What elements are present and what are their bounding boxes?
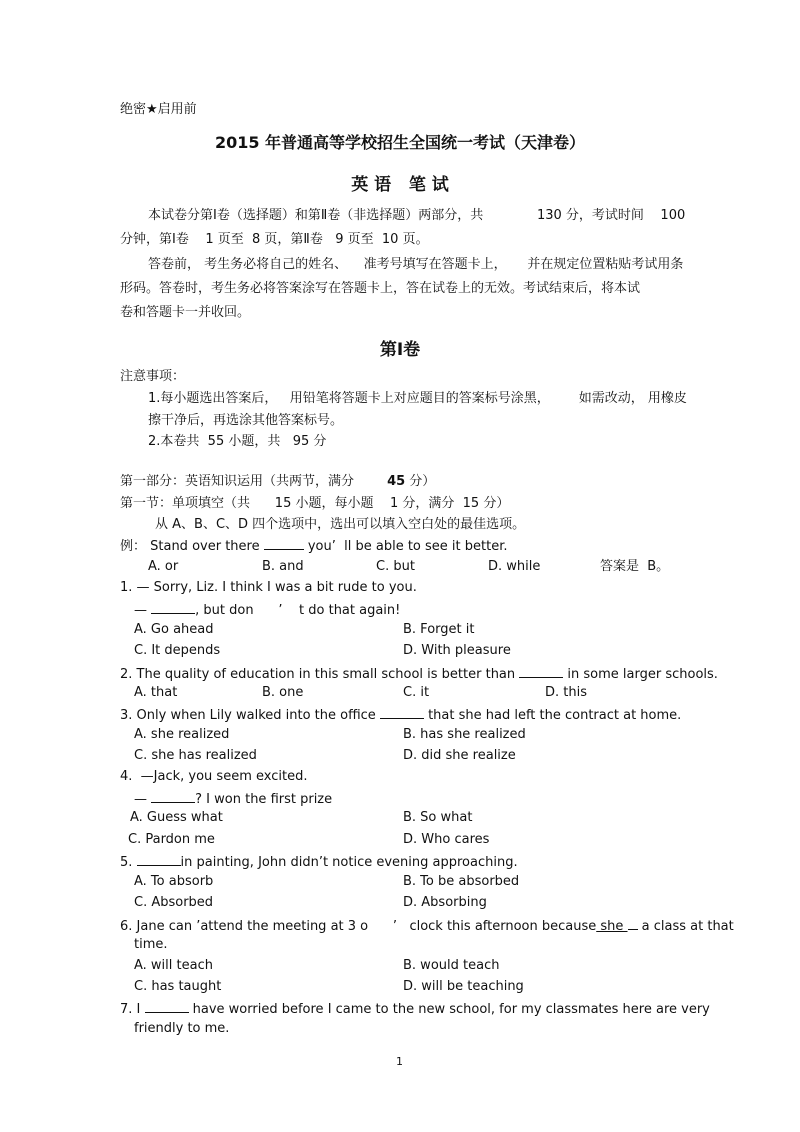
page-number: 1: [396, 1055, 403, 1068]
question-3: 3. Only when Lily walked into the office that she had left the contract at home.: [120, 708, 682, 723]
option: B. To be absorbed: [403, 874, 520, 889]
part-points: 45: [387, 474, 406, 489]
section-heading-1: 第一节：单项填空（共 15 小题，每小题 1 分，满分 15 分）: [120, 496, 510, 511]
notice-title: 注意事项：: [120, 369, 186, 384]
directions: 从 A、B、C、D 四个选项中，选出可以填入空白处的最佳选项。: [155, 517, 526, 532]
question-4-line2: — ? I won the first prize: [134, 792, 333, 807]
option: B. would teach: [403, 958, 500, 973]
option: C. Absorbed: [134, 895, 214, 910]
option: A. To absorb: [134, 874, 214, 889]
intro-line: 本试卷分第Ⅰ卷（选择题）和第Ⅱ卷（非选择题）两部分，共 130 分，考试时间 100: [148, 208, 686, 223]
part-heading: 第一部分：英语知识运用（共两节，满分 45 分）: [120, 474, 436, 489]
option: B. So what: [403, 810, 473, 825]
exam-subtitle: 英 语 笔 试: [351, 175, 449, 195]
option: D. With pleasure: [403, 643, 511, 658]
question-5: 5. in painting, John didn’t notice evening approaching.: [120, 855, 518, 870]
option: C. has taught: [134, 979, 222, 994]
notice-line: 擦干净后，再选涂其他答案标号。: [148, 413, 344, 428]
question-7: 7. I have worried before I came to the new school, for my classmates here are very: [120, 1002, 710, 1017]
question-7-line2: friendly to me.: [134, 1021, 230, 1036]
option: C. she has realized: [134, 748, 257, 763]
example-answer: 答案是 B。: [600, 559, 670, 574]
section-heading: 第Ⅰ卷: [379, 340, 421, 360]
option: C. Pardon me: [128, 832, 215, 847]
option: B. has she realized: [403, 727, 526, 742]
option: D. Who cares: [403, 832, 490, 847]
option: D. will be teaching: [403, 979, 524, 994]
question-1: 1. — Sorry, Liz. I think I was a bit rude to you.: [120, 580, 417, 595]
option: D. this: [545, 685, 587, 700]
question-6: 6. Jane can ’attend the meeting at 3 o ’ clock this afternoon because she a class at that: [120, 919, 734, 934]
option: B. Forget it: [403, 622, 475, 637]
notice-line: 1.每小题选出答案后， 用铅笔将答题卡上对应题目的答案标号涂黑， 如需改动， 用橡皮: [148, 391, 687, 406]
option: D. Absorbing: [403, 895, 487, 910]
exam-title: 2015 年普通高等学校招生全国统一考试（天津卷）: [214, 133, 586, 152]
option: B. one: [262, 685, 304, 700]
option: A. Guess what: [130, 810, 223, 825]
example-option: B. and: [262, 559, 304, 574]
intro-line: 卷和答题卡一并收回。: [120, 305, 251, 320]
question-4: 4. —Jack, you seem excited.: [120, 769, 308, 784]
notice-line: 2.本卷共 55 小题，共 95 分: [148, 434, 327, 449]
option: A. Go ahead: [134, 622, 214, 637]
question-1-line2: — , but don ’ t do that again!: [134, 603, 401, 618]
example-option: D. while: [488, 559, 541, 574]
example-option: C. but: [376, 559, 415, 574]
question-2: 2. The quality of education in this small school is better than in some larger schools.: [120, 667, 718, 682]
intro-line: 答卷前， 考生务必将自己的姓名、 准考号填写在答题卡上， 并在规定位置粘贴考试用条: [148, 257, 684, 272]
example-stem: 例： Stand over there you’ ll be able to see it better.: [120, 539, 508, 554]
intro-line: 形码。答卷时，考生务必将答案涂写在答题卡上，答在试卷上的无效。考试结束后，将本试: [120, 281, 641, 296]
secret-label: 绝密★启用前: [120, 102, 197, 117]
intro-line: 分钟，第Ⅰ卷 1 页至 8 页，第Ⅱ卷 9 页至 10 页。: [120, 232, 429, 247]
option: D. did she realize: [403, 748, 516, 763]
option: C. It depends: [134, 643, 221, 658]
question-6-line2: time.: [134, 937, 168, 952]
option: A. will teach: [134, 958, 213, 973]
option: A. she realized: [134, 727, 230, 742]
option: C. it: [403, 685, 430, 700]
example-option: A. or: [148, 559, 179, 574]
option: A. that: [134, 685, 178, 700]
